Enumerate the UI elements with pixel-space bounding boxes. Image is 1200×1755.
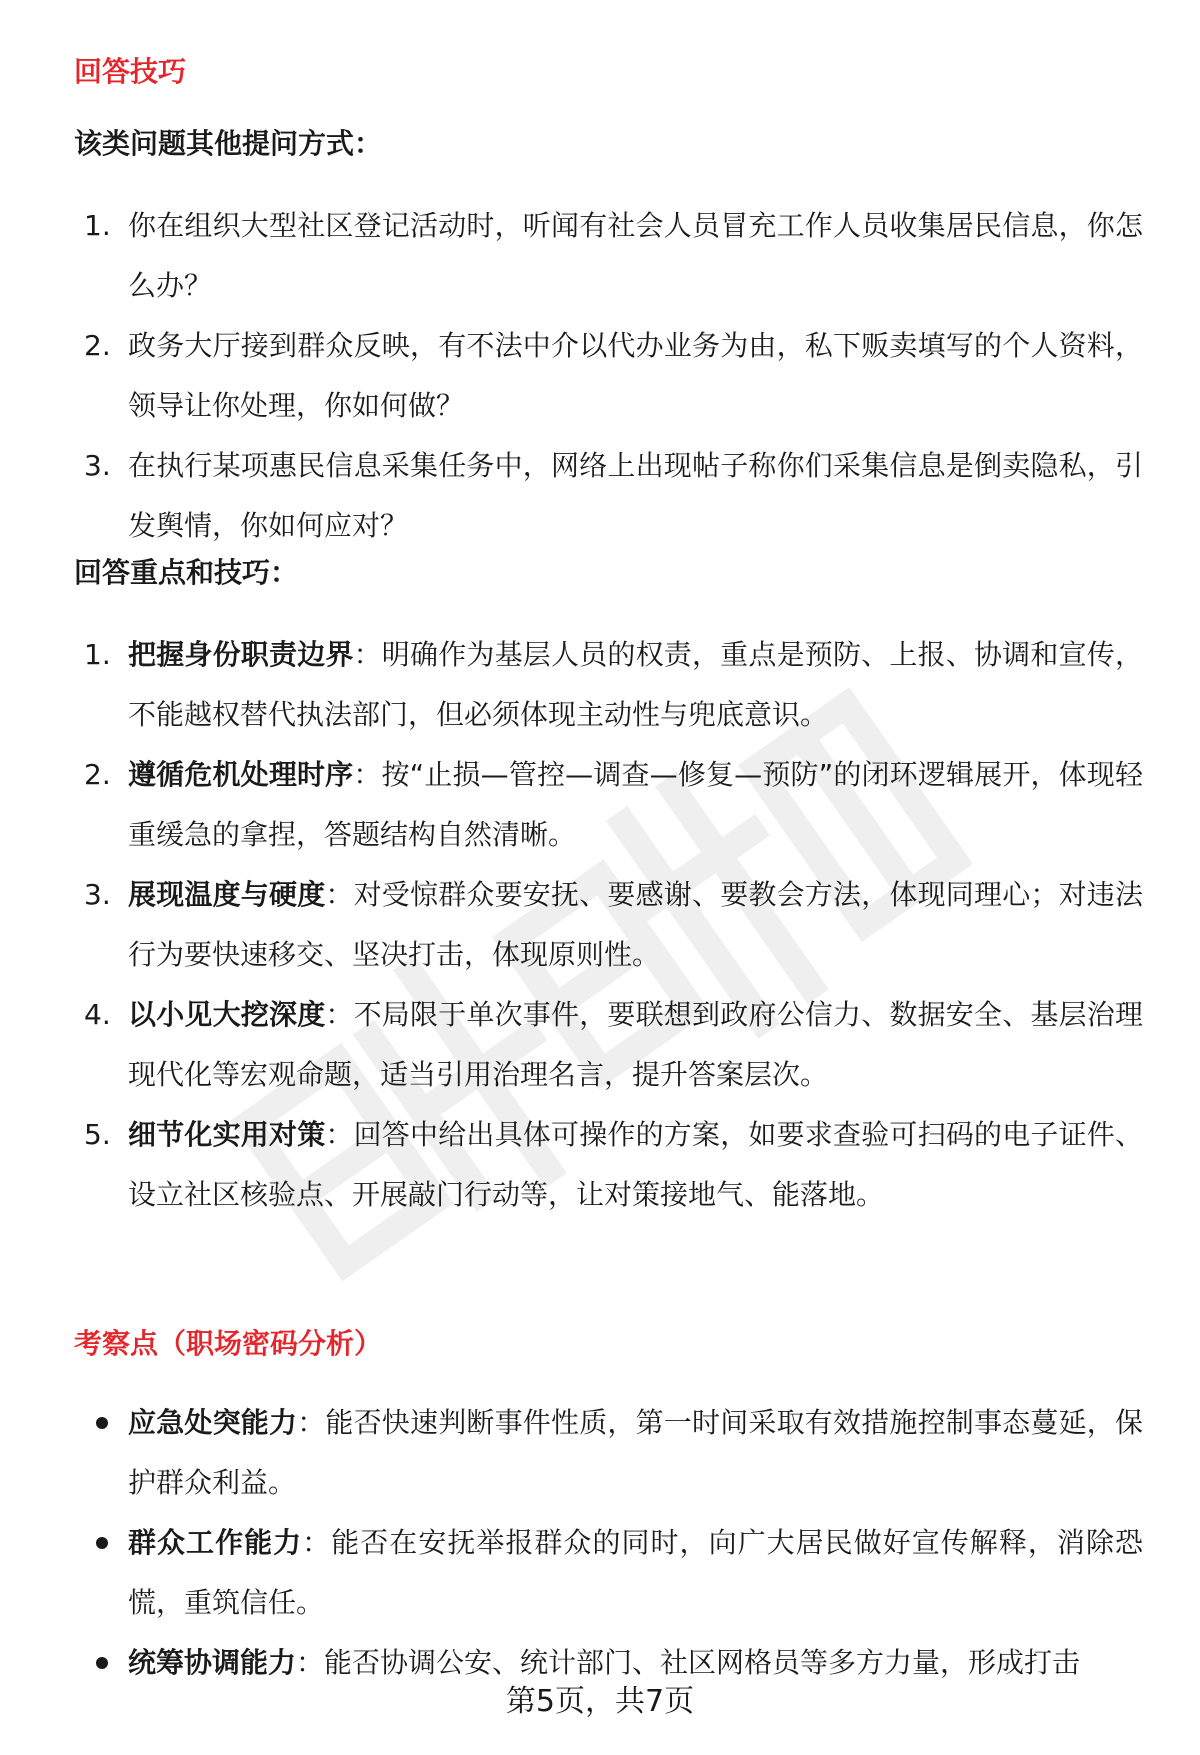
list-item — [0, 1105, 1200, 1225]
item-lead: 细节化实用对策 — [128, 1118, 326, 1151]
bullet-icon — [96, 1657, 108, 1669]
other-ways-list — [0, 196, 1200, 556]
item-body: ：按“止损—管控—调查—修复—预防”的闭环逻辑展开，体现轻重缓急的拿捏，答题结构自然清晰。 — [128, 758, 1143, 851]
item-number: 2. — [84, 329, 111, 362]
item-number: 4. — [84, 998, 111, 1031]
list-item — [0, 196, 1200, 316]
item-body: ：回答中给出具体可操作的方案，如要求查验可扫码的电子证件、设立社区核验点、开展敲门行动等，让对策接地气、能落地。 — [128, 1118, 1143, 1211]
item-text — [128, 985, 1143, 1105]
list-item — [0, 625, 1200, 745]
item-text — [128, 625, 1143, 745]
tips-heading: 回答技巧 — [74, 55, 187, 88]
list-item — [0, 745, 1200, 865]
item-lead: 以小见大挖深度 — [128, 998, 326, 1031]
key-points-list — [0, 625, 1200, 1225]
list-item — [0, 865, 1200, 985]
bullet-icon — [96, 1537, 108, 1549]
item-number: 3. — [84, 449, 111, 482]
item-text — [128, 745, 1143, 865]
item-number: 1. — [84, 638, 111, 671]
list-item — [0, 316, 1200, 436]
item-lead: 把握身份职责边界 — [128, 638, 354, 671]
item-body: ：能否在安抚举报群众的同时，向广大居民做好宣传解释，消除恐慌，重筑信任。 — [128, 1526, 1143, 1619]
item-text — [128, 1105, 1143, 1225]
item-number: 5. — [84, 1118, 111, 1151]
item-text — [128, 1513, 1143, 1633]
list-item — [0, 985, 1200, 1105]
item-lead: 统筹协调能力 — [128, 1646, 297, 1679]
page-number: 第5页，共7页 — [505, 1684, 695, 1719]
item-number: 3. — [84, 878, 111, 911]
item-text: 在执行某项惠民信息采集任务中，网络上出现帖子称你们采集信息是倒卖隐私，引发舆情，你如何应对？ — [128, 449, 1143, 542]
assessment-heading: 考察点（职场密码分析） — [74, 1327, 383, 1360]
item-text — [128, 865, 1143, 985]
item-body: ：不局限于单次事件，要联想到政府公信力、数据安全、基层治理现代化等宏观命题，适当引用治理名言，提升答案层次。 — [128, 998, 1143, 1091]
item-number: 1. — [84, 209, 111, 242]
list-item — [0, 1513, 1200, 1633]
item-text — [128, 1393, 1143, 1513]
item-body: ：能否协调公安、统计部门、社区网格员等多方力量，形成打击 — [296, 1646, 1081, 1679]
item-lead: 应急处突能力 — [128, 1406, 298, 1439]
item-body: ：对受惊群众要安抚、要感谢、要教会方法，体现同理心；对违法行为要快速移交、坚决打击，体现原则性。 — [128, 878, 1143, 971]
item-text: 政务大厅接到群众反映，有不法中介以代办业务为由，私下贩卖填写的个人资料，领导让你处理，你如何做？ — [128, 329, 1143, 422]
key-points-heading: 回答重点和技巧： — [74, 556, 299, 589]
item-body: ：能否快速判断事件性质，第一时间采取有效措施控制事态蔓延，保护群众利益。 — [128, 1406, 1143, 1499]
item-text: 你在组织大型社区登记活动时，听闻有社会人员冒充工作人员收集居民信息，你怎么办？ — [128, 209, 1143, 302]
list-item — [0, 436, 1200, 556]
item-lead: 群众工作能力 — [128, 1526, 303, 1559]
item-body: ：明确作为基层人员的权责，重点是预防、上报、协调和宣传，不能越权替代执法部门，但必须体现主动性与兜底意识。 — [128, 638, 1143, 731]
item-number: 2. — [84, 758, 111, 791]
assessment-list — [0, 1393, 1200, 1693]
list-item — [0, 1393, 1200, 1513]
bullet-icon — [96, 1417, 108, 1429]
other-ways-heading: 该类问题其他提问方式： — [74, 127, 383, 160]
item-lead: 遵循危机处理时序 — [128, 758, 354, 791]
item-lead: 展现温度与硬度 — [128, 878, 326, 911]
